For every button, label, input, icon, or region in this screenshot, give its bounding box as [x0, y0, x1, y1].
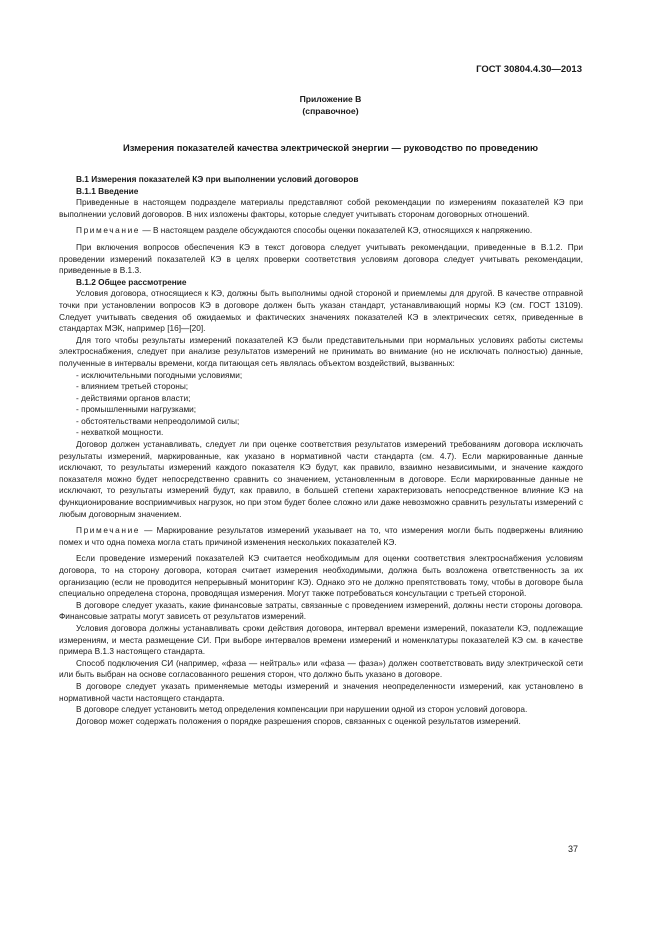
page-number: 37 — [567, 844, 578, 854]
paragraph: В договоре следует указать применяемые методы измерений и значения неопределенности измерений, как установлено в нормативной части настоящего стандарта. — [59, 680, 583, 703]
note-text: — Маркирование результатов измерений указывает на то, что измерения могли быть подвержены влиянию помех и что одна помеха могла стать причиной изменения нескольких показателей КЭ. — [59, 525, 583, 547]
note — [59, 225, 583, 237]
paragraph: Условия договора должны устанавливать сроки действия договора, интервал времени измерений, показатели КЭ, подлежащие измерениям, и места размещение СИ. При выборе интервалов времени измерений и номенклатуры показателей КЭ см. в качестве примера В.1.3 настоящего стандарта. — [59, 622, 583, 657]
list-item: - промышленными нагрузками; — [76, 404, 583, 416]
paragraph: Способ подключения СИ (например, «фаза — нейтраль» или «фаза — фаза») должен соответствовать виду электрической сети или быть выбран на основе согласованного решения сторон, что должно быть указано в договоре. — [59, 657, 583, 680]
paragraph: В договоре следует установить метод определения компенсации при нарушении одной из сторон условий договора. — [76, 704, 528, 715]
list-item: - действиями органов власти; — [76, 393, 583, 405]
main-title: Измерения показателей качества электрической энергии — руководство по проведению — [122, 142, 539, 153]
paragraph: Договор должен устанавливать, следует ли при оценке соответствия результатов измерений требованиям договора исключать результаты измерений, маркированные, как указано в нормативной части стандарта (см. 4.7). Если маркированные данные исключают, то результаты измерений каждого показателя КЭ будут, как правило, взаимно независимыми, и значение каждого показателя можно будет непосредственно сравнить со значением, установленным в договоре. Если маркированные данные не исключают, то результаты измерений будут, как правило, в большей степени характеризовать непосредственное влияние КЭ на функционирование восприимчивых нагрузок, но при этом будет более сложно или даже невозможно сравнить результаты измерений с любым договорным значением. — [59, 439, 583, 519]
note-text: — В настоящем разделе обсуждаются способы оценки показателей КЭ, относящихся к напряжению. — [140, 225, 533, 236]
note — [59, 525, 583, 548]
list-item: - исключительными погодными условиями; — [76, 370, 583, 382]
standard-code: ГОСТ 30804.4.30—2013 — [476, 64, 582, 75]
section-b1-heading: В.1 Измерения показателей КЭ при выполнении условий договоров — [76, 174, 359, 184]
paragraph: Для того чтобы результаты измерений показателей КЭ были представительными при нормальных условиях работы системы электроснабжения, следует при анализе результатов измерений не принимать во внимание (но не исключать полностью) данные, полученные в интервалы времени, когда питающая сеть являлась объектом воздействий, вызванных: — [59, 334, 583, 368]
paragraph: Приведенные в настоящем подразделе материалы представляют собой рекомендации по измерениям показателей КЭ при выполнении условий договоров. В них изложены факторы, которые следует учитывать сторонам договорных отношений. — [59, 197, 583, 219]
section-b11-heading: В.1.1 Введение — [76, 185, 139, 196]
note-label: Примечание — [76, 525, 141, 536]
paragraph: При включения вопросов обеспечения КЭ в текст договора следует учитывать рекомендации, приведенные в В.1.2. При проведении измерений показателей КЭ в целях проверки соответствия условиям договора следует учитывать рекомендации, приведенные в В.1.3. — [59, 241, 583, 276]
paragraph: В договоре следует указать, какие финансовые затраты, связанные с проведением измерений, должны нести стороны договора. Финансовые затраты могут зависеть от результатов измерений. — [59, 599, 583, 622]
body-text — [59, 174, 583, 727]
paragraph: Если проведение измерений показателей КЭ считается необходимым для оценки соответствия электроснабжения условиям договора, то на сторону договора, которая считает измерения необходимыми, должна быть возложена ответственность за их организацию (если не проводится непрерывный мониторинг КЭ). Однако это не должно препятствовать тому, чтобы в договоре была специально определена сторона, проводящая измерения. Могут также потребоваться консультации с третьей стороной. — [59, 553, 583, 599]
section-b12-heading: В.1.2 Общее рассмотрение — [76, 276, 187, 287]
list-item: - обстоятельствами непреодолимой силы; — [76, 416, 583, 428]
note-label: Примечание — [76, 225, 141, 236]
appendix-heading — [0, 93, 661, 117]
paragraph: Договор может содержать положения о порядке разрешения споров, связанных с оценкой результатов измерений. — [76, 715, 521, 726]
list-item: - влиянием третьей стороны; — [76, 381, 583, 393]
paragraph: Условия договора, относящиеся к КЭ, должны быть выполнимы одной стороной и приемлемы для другой. В качестве отправной точки при установлении вопросов КЭ в договоре должен быть указан стандарт, устанавливающий нормы КЭ (см. ГОСТ 13109). Следует учитывать сведения об ожидаемых и фактических значениях показателей КЭ в электрических сетях, приведенные в стандартах МЭК, например [16]—[20]. — [59, 288, 583, 334]
list-item: - нехваткой мощности. — [76, 427, 583, 439]
appendix-subtitle: (справочное) — [302, 106, 359, 116]
influence-list — [59, 370, 583, 440]
appendix-title: Приложение В — [299, 94, 362, 104]
